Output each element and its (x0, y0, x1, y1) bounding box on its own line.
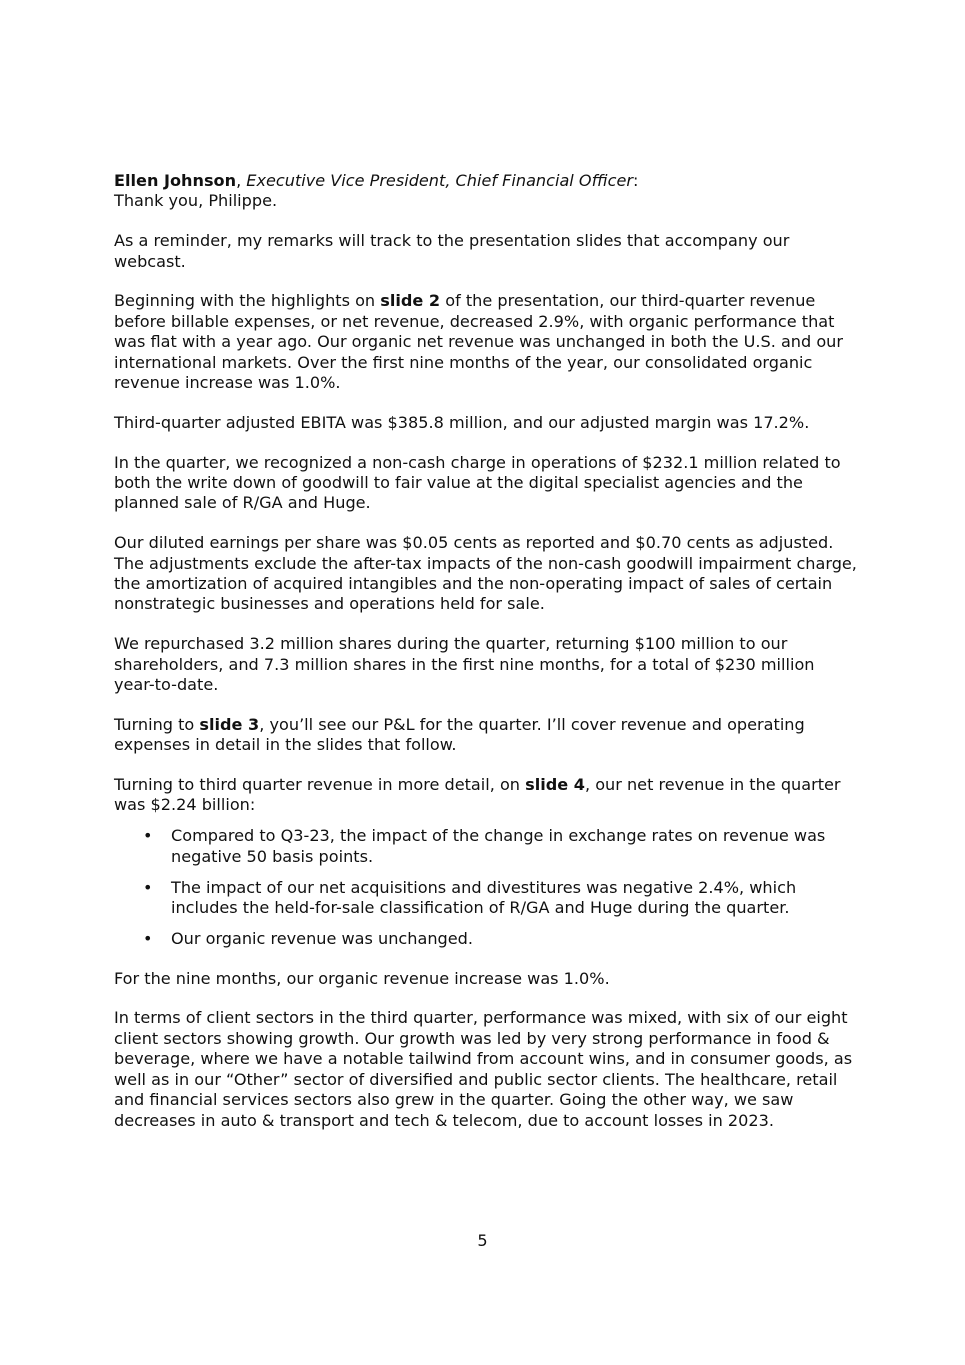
bullet-marker: • (143, 877, 153, 897)
speaker-colon: : (633, 171, 639, 190)
bullet-text: Our organic revenue was unchanged. (171, 928, 473, 948)
paragraph-ebita: Third-quarter adjusted EBITA was $385.8 million, and our adjusted margin was 17.2%. (114, 412, 810, 432)
list-item (143, 826, 859, 867)
paragraph-repurchase: We repurchased 3.2 million shares during the quarter, returning $100 million to our shareholders, and 7.3 million shares in the first nine months, for a total of $230 million year-to-date. (114, 634, 815, 695)
document-body (114, 171, 859, 1150)
paragraph-noncash-charge: In the quarter, we recognized a non-cash charge in operations of $232.1 million related to both the write down of goodwill to fair value at the digital specialist agencies and the planned sale of R/GA and Huge. (114, 452, 841, 513)
paragraph-pnl-start: Turning to (114, 714, 200, 734)
paragraph-nine-months: For the nine months, our organic revenue increase was 1.0%. (114, 968, 610, 988)
greeting: Thank you, Philippe. (114, 191, 278, 211)
bullet-text: Compared to Q3-23, the impact of the change in exchange rates on revenue was negative 50 basis points. (171, 826, 826, 866)
paragraph-highlights-rest: of the presentation, our third-quarter revenue before billable expenses, or net revenue, decreased 2.9%, with organic performance that was flat with a year ago. Our organic net revenue was unchanged in both the U.S. and our international markets. Over the first nine months of the year, our consolidated organic revenue increase was 1.0%. (114, 291, 843, 393)
speaker-title: Executive Vice President, Chief Financial Officer (246, 171, 634, 190)
paragraph-pnl (114, 715, 859, 756)
bullet-text: The impact of our net acquisitions and divestitures was negative 2.4%, which includes the held-for-sale classification of R/GA and Huge during the quarter. (171, 877, 797, 917)
speaker-intro (114, 171, 859, 212)
paragraph-eps: Our diluted earnings per share was $0.05 cents as reported and $0.70 cents as adjusted. The adjustments exclude the after-tax impacts of the non-cash goodwill impairment charge, the amortization of acquired intangibles and the non-operating impact of sales of certain nonstrategic businesses and operations held for sale. (114, 533, 857, 614)
list-item (143, 928, 859, 949)
page-number: 5 (477, 1231, 488, 1250)
paragraph-highlights (114, 291, 859, 393)
paragraph-pnl-rest: , you’ll see our P&L for the quarter. I’ll cover revenue and operating expenses in detail in the slides that follow. (114, 714, 805, 755)
paragraph-revenue-rest: , our net revenue in the quarter was $2.24 billion: (114, 775, 841, 815)
paragraph-revenue (114, 775, 859, 816)
speaker-separator: , (236, 171, 247, 190)
bullet-marker: • (143, 928, 153, 948)
paragraph-client-sectors: In terms of client sectors in the third quarter, performance was mixed, with six of our eight client sectors showing growth. Our growth was led by very strong performance in food & beverage, where we have a notable tailwind from account wins, and in consumer goods, as well as in our “Other” sector of diversified and public sector clients. The healthcare, retail and financial services sectors also grew in the quarter. Going the other way, we saw decreases in auto & transport and tech & telecom, due to account losses in 2023. (114, 1008, 853, 1130)
paragraph-revenue-start: Turning to third quarter revenue in more detail, on (114, 775, 526, 795)
revenue-bullet-list (114, 826, 859, 949)
paragraph-highlights-start: Beginning with the highlights on (114, 291, 381, 311)
bullet-marker: • (143, 826, 153, 846)
paragraph-reminder: As a reminder, my remarks will track to the presentation slides that accompany our webcast. (114, 231, 790, 271)
slide-2-ref: slide 2 (380, 291, 441, 311)
slide-3-ref: slide 3 (199, 714, 260, 734)
list-item (143, 877, 859, 919)
slide-4-ref: slide 4 (525, 775, 585, 795)
speaker-name: Ellen Johnson (114, 171, 237, 190)
